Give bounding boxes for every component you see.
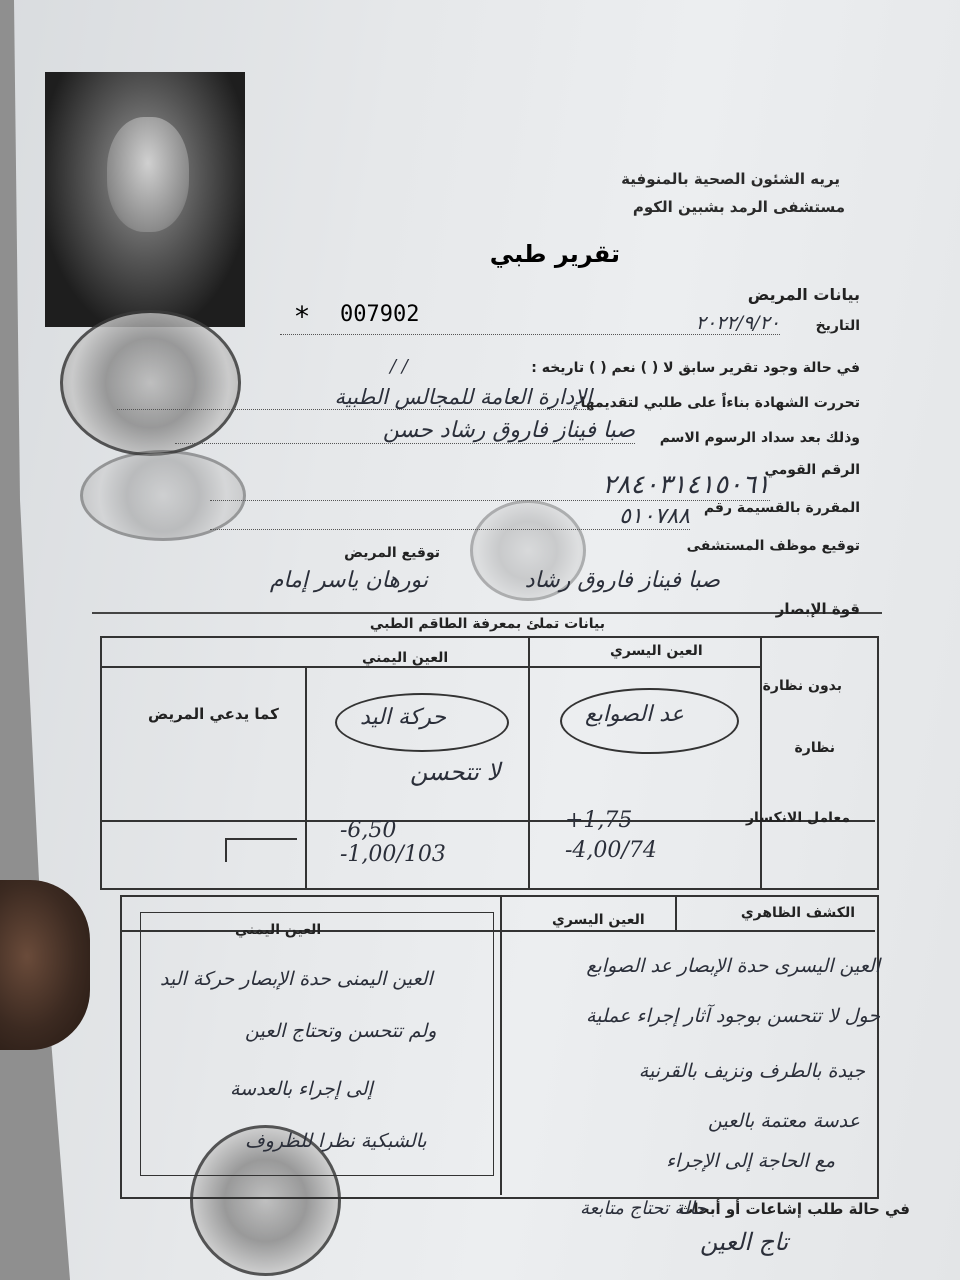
- exam-table-col-line-1: [675, 895, 677, 931]
- vision-table-col-line-2: [528, 636, 530, 888]
- previous-report-label: في حالة وجود تقرير سابق لا ( ) نعم ( ) تاريخه :: [531, 360, 860, 376]
- right-eye-exam-line-4: بالشبكية نظرا للظروف: [245, 1130, 427, 1152]
- right-refraction-1: -6,50: [340, 818, 397, 843]
- hand-finger: [0, 880, 90, 1050]
- patient-signature-label: توقيع المريض: [344, 545, 440, 561]
- left-eye-exam-line-2: حول لا تتحسن بوجود آثار إجراء عملية: [585, 1005, 880, 1027]
- serial-star: *: [295, 300, 309, 333]
- staff-signature-value: نورهان ياسر إمام: [269, 568, 428, 593]
- left-eye-exam-line-5: مع الحاجة إلى الإجراء: [666, 1150, 835, 1172]
- exam-col-left-eye: العين اليسري: [552, 912, 645, 928]
- exam-col-right-eye: العين اليمني: [235, 922, 322, 938]
- right-eye-exam-line-1: العين اليمنى حدة الإبصار حركة اليد: [160, 968, 433, 990]
- previous-report-date: / /: [390, 356, 408, 377]
- exam-table-col-line-2: [500, 895, 502, 1195]
- national-id-value: ٢٨٤٠٣١٤١٥٠٦١: [210, 470, 770, 501]
- hospital-name: مستشفى الرمد بشبين الكوم: [632, 198, 845, 216]
- name-label: وذلك بعد سداد الرسوم الاسم: [659, 430, 860, 446]
- investigations-label: في حالة طلب إشاعات أو أبحاث: [678, 1200, 910, 1218]
- investigations-note: حالة تحتاج متابعة: [580, 1198, 707, 1219]
- row-without-glasses: بدون نظارة: [762, 678, 842, 694]
- vision-subheading: بيانات تملئ بمعرفة الطاقم الطبي: [369, 616, 605, 632]
- vision-col-left-eye: العين اليسري: [610, 643, 703, 659]
- patient-photo: [45, 72, 245, 327]
- report-title: تقرير طبي: [489, 240, 620, 268]
- right-refraction-2: -1,00/103: [340, 842, 446, 867]
- vision-table-col-line-1: [760, 636, 762, 888]
- section-divider: [92, 612, 882, 614]
- vision-table-col-line-3: [305, 666, 307, 888]
- vision-table-header-line: [100, 666, 760, 668]
- right-eye-without-glasses: حركة اليد: [360, 705, 447, 730]
- serial-number: 007902: [340, 302, 420, 327]
- name-value: صبا فيناز فاروق رشاد حسن: [175, 418, 635, 444]
- refraction-mark: [225, 838, 297, 862]
- vision-heading: قوة الإبصار: [775, 600, 860, 618]
- issued-value: الإدارة العامة للمجالس الطبية: [117, 385, 592, 410]
- national-id-label: الرقم القومي: [764, 462, 860, 478]
- left-eye-exam-line-3: جيدة بالطرف ونزيف بالقرنية: [638, 1060, 865, 1082]
- issued-label: تحررت الشهادة بناءاً على طلبي لتقديمها: [580, 395, 860, 411]
- face-area: [107, 117, 189, 232]
- left-eye-exam-line-1: العين اليسرى حدة الإبصار عد الصوابع: [586, 955, 880, 977]
- right-eye-exam-line-3: إلى إجراء بالعدسة: [230, 1078, 373, 1100]
- right-eye-exam-line-2: ولم تتحسن وتحتاج العين: [245, 1020, 437, 1042]
- doctor-signature: تاج العين: [700, 1228, 789, 1256]
- date-label: التاريخ: [815, 318, 860, 334]
- left-eye-exam-line-4: عدسة معتمة بالعين: [708, 1110, 860, 1132]
- left-refraction-1: +1,75: [565, 808, 633, 833]
- receipt-value: ٥١٠٧٨٨: [210, 504, 690, 530]
- glasses-note: لا تتحسن: [410, 758, 501, 786]
- directorate-name: يريه الشئون الصحية بالمنوفية: [621, 170, 840, 188]
- staff-signature-label: توقيع موظف المستشفى: [686, 538, 860, 554]
- patient-signature-value: صبا فيناز فاروق رشاد: [524, 568, 720, 593]
- patient-heading: بيانات المريض: [747, 285, 860, 304]
- claim-label: كما يدعي المريض: [148, 705, 279, 723]
- row-glasses: نظارة: [794, 740, 835, 756]
- left-eye-without-glasses: عد الصوابع: [585, 702, 684, 727]
- exam-col-external: الكشف الظاهري: [740, 905, 855, 921]
- date-value: ٢٠٢٢/٩/٢٠: [280, 312, 780, 335]
- vision-col-right-eye: العين اليمني: [362, 650, 449, 666]
- receipt-label: المقررة بالقسيمة رقم: [703, 500, 860, 516]
- left-refraction-2: -4,00/74: [565, 838, 657, 863]
- row-refraction: معامل الانكسار: [745, 810, 850, 826]
